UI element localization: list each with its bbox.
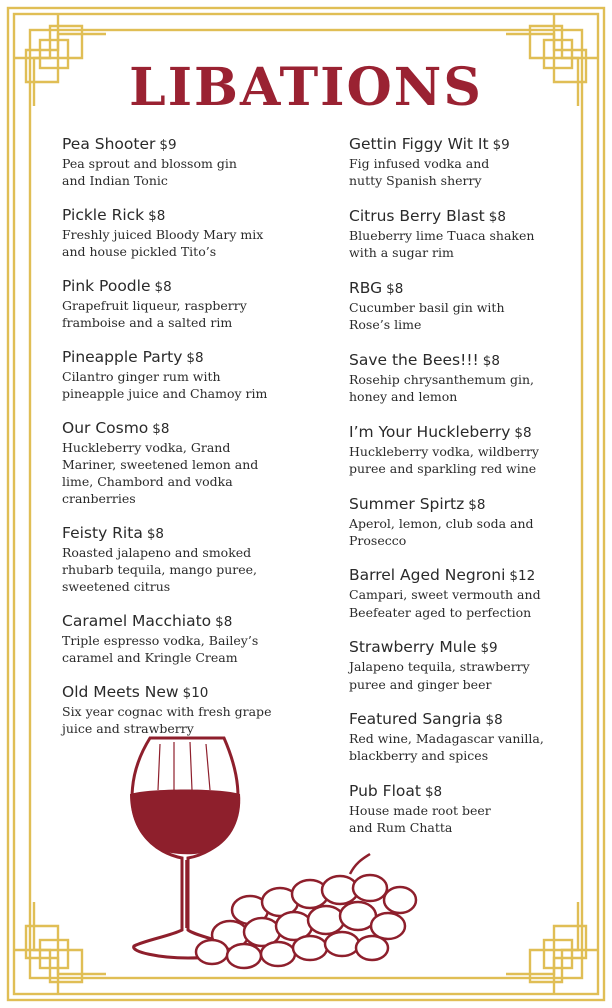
drink-price: $8 [488, 208, 506, 225]
drink-name [62, 611, 322, 632]
drink-name-text: Pea Shooter [62, 135, 156, 153]
drink-price: $9 [480, 640, 498, 657]
description-line: honey and lemon [349, 388, 458, 404]
drink-price: $9 [159, 137, 177, 153]
description-line: Prosecco [349, 532, 407, 548]
drink-name [349, 422, 589, 443]
description-line: sweetened citrus [62, 579, 171, 595]
drink-name [62, 347, 322, 368]
drink-name [62, 134, 322, 155]
drink-price: $8 [485, 712, 503, 729]
drink-price: $8 [215, 614, 233, 631]
description-line: Six year cognac with fresh grape [62, 703, 272, 719]
drink-description [349, 155, 589, 189]
drink-description [62, 155, 322, 189]
drink-description [349, 299, 589, 333]
description-line: Cucumber basil gin with [349, 299, 505, 315]
description-line: Huckleberry vodka, Grand [62, 439, 231, 455]
drink-name-text: Barrel Aged Negroni [349, 566, 506, 585]
drink-description [62, 439, 322, 508]
menu-item [62, 276, 322, 331]
menu-item [62, 134, 322, 189]
description-line: blackberry and spices [349, 748, 489, 764]
description-line: and house pickled Tito’s [62, 244, 217, 260]
drink-name-text: Pink Poodle [62, 276, 151, 295]
description-line: and Indian Tonic [62, 173, 168, 189]
drink-name-text: Pickle Rick [62, 205, 145, 224]
drink-description [62, 368, 322, 402]
description-line: Rose’s lime [349, 317, 422, 333]
drink-name-text: Caramel Macchiato [62, 612, 212, 631]
menu-item [62, 523, 322, 596]
menu-item [62, 611, 322, 666]
drink-price: $8 [386, 280, 404, 297]
drink-description [349, 227, 589, 261]
drink-name-text: Citrus Berry Blast [349, 206, 485, 225]
drink-name-text: Pub Float [349, 782, 421, 801]
drink-price: $8 [152, 420, 170, 437]
description-line: juice and strawberry [62, 721, 194, 737]
description-line: Fig infused vodka and [349, 156, 490, 171]
description-line: rhubarb tequila, mango puree, [62, 562, 258, 578]
description-line: and Rum Chatta [349, 820, 453, 836]
drink-price: $8 [514, 424, 532, 441]
menu-item [349, 134, 589, 189]
drink-price: $8 [148, 207, 166, 224]
drink-name-text: Our Cosmo [62, 418, 149, 437]
drink-name-text: Featured Sangria [349, 710, 482, 729]
grapes-icon [196, 854, 416, 968]
description-line: Beefeater aged to perfection [349, 604, 532, 620]
drink-description [62, 632, 322, 666]
description-line: Triple espresso vodka, Bailey’s [62, 633, 259, 649]
description-line: House made root beer [349, 803, 491, 819]
drink-description [349, 371, 589, 405]
drink-name-text: Pineapple Party [62, 347, 183, 366]
drink-name [349, 494, 589, 515]
drink-description [349, 443, 589, 477]
menu-item [349, 565, 589, 620]
menu-item [349, 206, 589, 261]
description-line: Jalapeno tequila, strawberry [349, 659, 530, 675]
drink-price: $9 [492, 137, 510, 153]
description-line: puree and ginger beer [349, 676, 492, 692]
drink-name [62, 205, 322, 226]
description-line: lime, Chambord and vodka [62, 474, 233, 490]
drink-name-text: Strawberry Mule [349, 638, 477, 657]
menu-title: LIBATIONS [129, 57, 483, 118]
drink-name [349, 350, 589, 371]
drink-name-text: I’m Your Huckleberry [349, 422, 511, 441]
description-line: Cilantro ginger rum with [62, 368, 221, 384]
description-line: Huckleberry vodka, wildberry [349, 443, 539, 459]
description-line: puree and sparkling red wine [349, 460, 537, 476]
drink-name-text: Old Meets New [62, 682, 179, 701]
menu-item [62, 347, 322, 402]
drink-name-text: Summer Spirtz [349, 494, 465, 513]
description-line: Red wine, Madagascar vanilla, [349, 731, 544, 747]
drink-name [349, 565, 589, 586]
drink-price: $8 [468, 496, 486, 513]
drink-description [349, 586, 589, 620]
drink-description [62, 297, 322, 331]
drink-description [349, 515, 589, 549]
drink-price: $8 [186, 349, 204, 366]
menu-item [349, 422, 589, 477]
menu-item [349, 637, 589, 692]
wine-glass-grapes-illustration [120, 730, 420, 970]
drink-name [349, 709, 589, 730]
description-line: Roasted jalapeno and smoked [62, 544, 252, 560]
drink-price: $10 [182, 684, 209, 701]
drink-description [62, 226, 322, 260]
menu-item [62, 205, 322, 260]
description-line: Campari, sweet vermouth and [349, 587, 541, 603]
description-line: Rosehip chrysanthemum gin, [349, 371, 535, 387]
description-line: Pea sprout and blossom gin [62, 156, 237, 171]
description-line: cranberries [62, 491, 136, 507]
drink-name [62, 523, 322, 544]
drink-name [62, 276, 322, 297]
drink-name [62, 418, 322, 439]
drink-description [62, 544, 322, 596]
drink-name-text: Feisty Rita [62, 523, 143, 542]
drink-name [62, 682, 322, 703]
description-line: Freshly juiced Bloody Mary mix [62, 226, 264, 242]
description-line: with a sugar rim [349, 245, 454, 261]
drink-price: $8 [424, 784, 443, 801]
menu-item [349, 350, 589, 405]
drink-price: $12 [509, 568, 536, 585]
drink-name [349, 134, 589, 155]
drink-name-text: Gettin Figgy Wit It [349, 135, 489, 153]
drink-name-text: RBG [349, 278, 383, 297]
drink-price: $8 [146, 525, 165, 542]
description-line: Aperol, lemon, club soda and [349, 515, 534, 531]
drink-name [349, 206, 589, 227]
description-line: Blueberry lime Tuaca shaken [349, 227, 535, 243]
description-line: Mariner, sweetened lemon and [62, 456, 259, 472]
description-line: pineapple juice and Chamoy rim [62, 385, 268, 401]
description-line: nutty Spanish sherry [349, 173, 482, 189]
menu-item [62, 418, 322, 508]
description-line: framboise and a salted rim [62, 315, 233, 331]
drink-name [349, 278, 589, 299]
description-line: Grapefruit liqueur, raspberry [62, 297, 247, 313]
menu-item [349, 494, 589, 549]
drink-price: $8 [482, 352, 500, 369]
drink-name-text: Save the Bees!!! [349, 350, 479, 369]
drink-name [349, 637, 589, 658]
drink-price: $8 [154, 278, 172, 295]
drink-description [349, 658, 589, 692]
description-line: caramel and Kringle Cream [62, 650, 238, 666]
menu-item [349, 278, 589, 333]
menu-column-left [62, 134, 322, 753]
